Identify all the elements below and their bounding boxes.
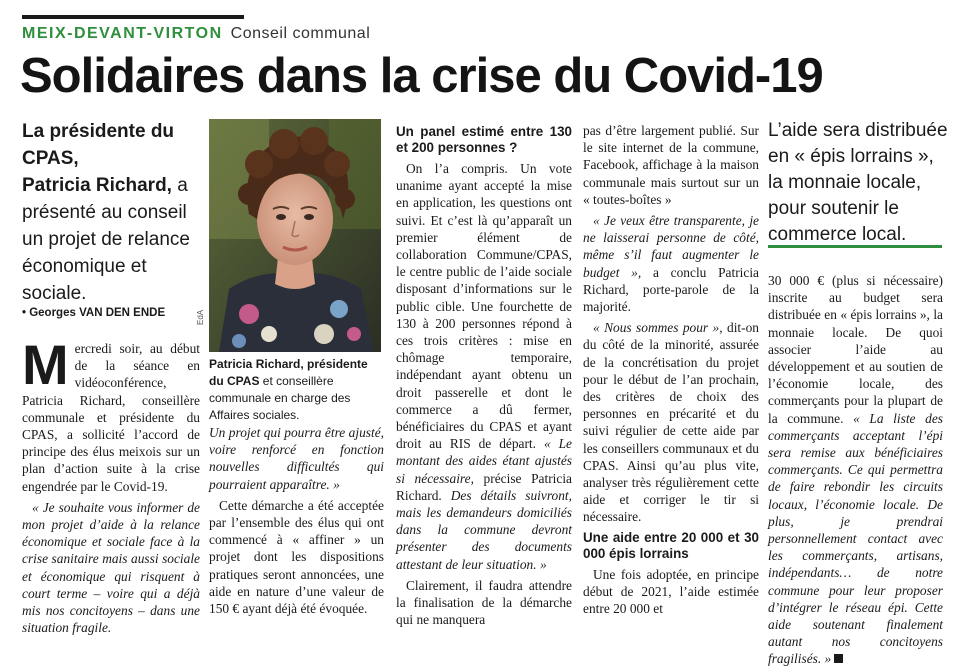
col5-quote: « La liste des commerçants acceptant l’épi sera remise aux bénéficiaires commerçants. Ce qui permettra de faire rebondir les circuits locaux, l’économie locale. De plus, je prendrai personnellement contact avec les commerçants, artisans, indépendants… de notre commune pour leur proposer d’intégrer le réseau épi. Cette aide soutenant finalement autant nos concitoyens fragilisés. » [768, 410, 943, 667]
col4-quote-1: « Je veux être transparente, je ne laisserai personne de côté, même s’il faut augmenter le budget », [583, 213, 759, 280]
col4-paragraph-1: pas d’être largement publié. Sur le site internet de la commune, Facebook, affichage à la maison communale mais surtout sur un « toutes-boîtes » [583, 123, 759, 207]
article-column-3 [396, 124, 572, 632]
col1-paragraph-1: ercredi soir, au début de la séance en vidéoconférence, Patricia Richard, conseillère communale et présidente du CPAS, a sollicité l’accord de principe des élus meixois sur un plan d’action suite à la crise engendrée par le Covid-19. [22, 341, 200, 494]
caption-rest: et conseillère communale en charge des Affaires sociales. [209, 374, 351, 422]
col4-paragraph-2: a conclu Patricia Richard, porte-parole de la majorité. [583, 264, 759, 315]
drop-cap: M [22, 333, 69, 396]
photo-credit: EdA [196, 309, 205, 325]
lead-paragraph [22, 118, 207, 307]
col3-attribution: précise Patricia Richard. [396, 470, 572, 503]
pull-quote-rule [768, 245, 942, 248]
article-column-2 [209, 424, 384, 621]
col3-quote-2: Des détails suivront, mais les demandeurs domiciliés dans la commune devront présenter des documents attestant de leur situation. » [396, 487, 572, 572]
caption-bold: Patricia Richard, présidente du CPAS [209, 357, 368, 388]
col3-paragraph-2: Clairement, il faudra attendre la finalisation de la démarche qui ne manquera [396, 577, 572, 628]
col2-paragraph-2: Cette démarche a été acceptée par l’ensemble des élus qui ont commencé à « affiner » un projet dont les dispositions pratiques seront annoncées, une aide en nature d’une valeur de 150 € ayant déjà été évoquée. [209, 497, 384, 617]
portrait-illustration [209, 119, 381, 352]
headline: Solidaires dans la crise du Covid-19 [20, 49, 823, 103]
col4-quote-2: « Nous sommes pour », [593, 320, 723, 336]
lead-bold-2: Patricia Richard, [22, 175, 172, 196]
lead-rest: a présenté au conseil un projet de relance économique et sociale. [22, 175, 190, 304]
article-column-5 [768, 272, 943, 671]
col2-paragraph-1: Un projet qui pourra être ajusté, voire renforcé en fonction nouvelles difficultés qui pourraient apparaître. » [209, 425, 384, 492]
col4-paragraph-4: Une fois adoptée, en principe début de 2021, l’aide estimée entre 20 000 et [583, 566, 759, 617]
article-column-4 [583, 122, 759, 621]
rubric [22, 25, 370, 43]
rubric-section: Conseil communal [230, 25, 371, 42]
col1-paragraph-2: « Je souhaite vous informer de mon projet d’aide à la relance économique et sociale face à la crise sanitaire mais aussi sociale et économique qui risquent à court terme – voire qui a déjà mis nos concitoyens – dans une situation fragile. [22, 499, 200, 636]
col5-paragraph-1: 30 000 € (plus si nécessaire) inscrite au budget sera distribuée en « épis lorrains », la monnaie locale. De quoi associer l’aide au développement et au soutien de l’économie locale, des commerçants pour la plupart de la commune. [768, 273, 943, 426]
pull-quote: L’aide sera distribuée en « épis lorrains », la monnaie locale, pour soutenir le commerce local. [768, 120, 948, 245]
col3-paragraph-1: On l’a compris. Un vote unanime ayant accepté la mise en application, les questions ont suivi. Et c’est là qu’apparaît un premier élément de collaboration Commune/CPAS, le centre public de l’aide sociale disposant d’informations sur le public cible. Une fourchette de 130 à 200 personnes répond à ces trois critères : mise en chômage temporaire, indépendant ayant obtenu un droit passerelle et dont le commerce a dû fermer, bénéficiaires du CPAS et ayant droit au RIS de départ. [396, 161, 572, 452]
portrait-photo [209, 119, 381, 352]
subhead-aide: Une aide entre 20 000 et 30 000 épis lorrains [583, 529, 759, 561]
end-mark-icon [834, 654, 843, 663]
article-column-1 [22, 333, 200, 640]
col3-quote-1: « Le montant des aides étant ajustés si nécessaire, [396, 436, 572, 486]
byline: • Georges VAN DEN ENDE [22, 307, 166, 319]
col4-paragraph-3: dit-on du côté de la minorité, assurée de la concrétisation du projet pour le début de l’an prochain, des critères de choix des personnes en précarité et du suivi régulier de cette aide par les conseillers communaux et du CPAS. Ainsi qu’au plus vite, analyser très régulièrement cette aide et corriger le tir si nécessaire. [583, 320, 759, 525]
top-rule [22, 15, 244, 19]
rubric-place: MEIX-DEVANT-VIRTON [22, 25, 223, 42]
lead-bold-1: La présidente du CPAS, [22, 121, 175, 169]
photo-caption [209, 356, 384, 424]
subhead-panel: Un panel estimé entre 130 et 200 personnes ? [396, 124, 572, 155]
